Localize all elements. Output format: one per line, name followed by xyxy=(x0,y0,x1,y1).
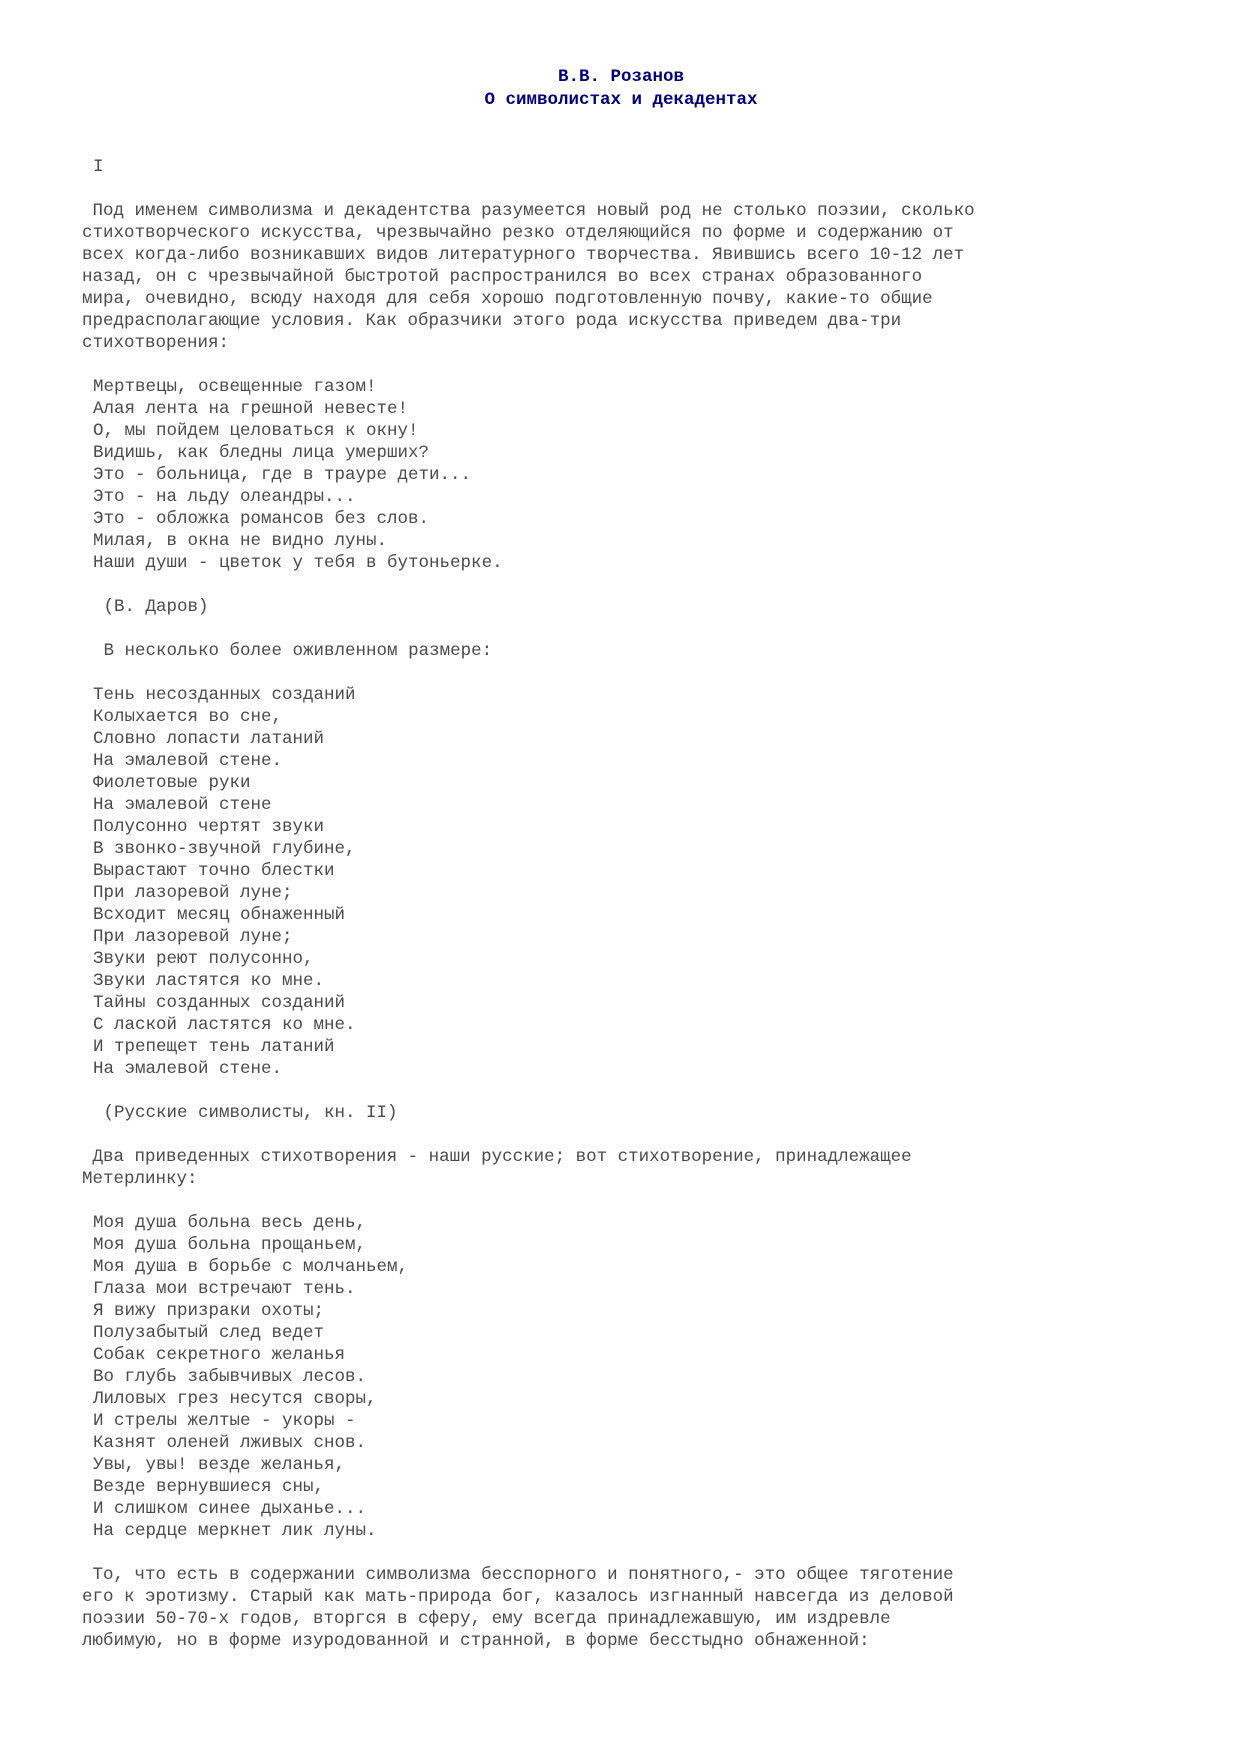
poem-line: Это - на льду олеандры... xyxy=(93,487,356,507)
poem-line: О, мы пойдем целоваться к окну! xyxy=(93,421,419,441)
poem-line: При лазоревой луне; xyxy=(93,927,293,947)
poem-line: Казнят оленей лживых снов. xyxy=(93,1433,367,1453)
poem-darov xyxy=(93,376,1213,574)
author-name: В.В. Розанов xyxy=(557,67,685,87)
poem-line: В звонко-звучной глубине, xyxy=(93,839,356,859)
poem-line: Алая лента на грешной невесте! xyxy=(93,399,409,419)
poem-line: Мертвецы, освещенные газом! xyxy=(93,377,377,397)
transition-paragraph-2: Два приведенных стихотворения - наши русские; вот стихотворение, принадлежащее Метерлинку: xyxy=(82,1147,912,1189)
conclusion-paragraph: То, что есть в содержании символизма бесспорного и понятного,- это общее тяготение его к эротизму. Старый как мать-природа бог, казалось изгнанный навсегда из деловой поэзии 50-70-х годов, вторгся в сферу, ему всегда принадлежавшую, им издревле любимую, но в форме изуродованной и странной, в форме бесстыдно обнаженной: xyxy=(82,1565,954,1651)
poem-line: Это - больница, где в трауре дети... xyxy=(93,465,472,485)
poem-line: Тень несозданных созданий xyxy=(93,685,356,705)
poem-line: Моя душа больна весь день, xyxy=(93,1213,367,1233)
attribution-symbolists: (Русские символисты, кн. II) xyxy=(93,1103,398,1123)
poem-line: Моя душа в борьбе с молчаньем, xyxy=(93,1257,409,1277)
poem-line: Собак секретного желанья xyxy=(93,1345,346,1365)
poem-line: И слишком синее дыханье... xyxy=(93,1499,367,1519)
attribution-darov: (В. Даров) xyxy=(93,597,209,617)
poem-line: Полусонно чертят звуки xyxy=(93,817,325,837)
poem-line: И стрелы желтые - укоры - xyxy=(93,1411,356,1431)
poem-line: Милая, в окна не видно луны. xyxy=(93,531,388,551)
poem-line: Вырастают точно блестки xyxy=(93,861,335,881)
document-title: О символистах и декадентах xyxy=(484,90,758,110)
poem-line: Лиловых грез несутся своры, xyxy=(93,1389,377,1409)
poem-line: С лаской ластятся ко мне. xyxy=(93,1015,356,1035)
poem-line: Словно лопасти латаний xyxy=(93,729,325,749)
poem-maeterlinck xyxy=(93,1212,1213,1542)
poem-line: Полузабытый след ведет xyxy=(93,1323,325,1343)
poem-line: Во глубь забывчивых лесов. xyxy=(93,1367,367,1387)
section-number: I xyxy=(93,157,104,177)
poem-line: Наши души - цветок у тебя в бутоньерке. xyxy=(93,553,503,573)
poem-line: Всходит месяц обнаженный xyxy=(93,905,346,925)
poem-line: На эмалевой стене. xyxy=(93,751,283,771)
poem-line: На эмалевой стене xyxy=(93,795,272,815)
transition-paragraph-1: В несколько более оживленном размере: xyxy=(93,641,493,661)
poem-line: При лазоревой луне; xyxy=(93,883,293,903)
poem-line: Глаза мои встречают тень. xyxy=(93,1279,356,1299)
poem-line: Я вижу призраки охоты; xyxy=(93,1301,325,1321)
poem-line: На сердце меркнет лик луны. xyxy=(93,1521,377,1541)
poem-line: И трепещет тень латаний xyxy=(93,1037,335,1057)
poem-line: Звуки реют полусонно, xyxy=(93,949,314,969)
poem-line: Везде вернувшиеся сны, xyxy=(93,1477,325,1497)
poem-line: Фиолетовые руки xyxy=(93,773,251,793)
intro-paragraph: Под именем символизма и декадентства разумеется новый род не столько поэзии, сколько стихотворческого искусства, чрезвычайно резко отделяющийся по форме и содержанию от всех когда-либо возникавших видов литературного творчества. Явившись всего 10-12 лет назад, он с чрезвычайной быстротой распространился во всех странах образованного мира, очевидно, всюду находя для себя хорошо подготовленную почву, какие-то общие предрасполагающие условия. Как образчики этого рода искусства приведем два-три стихотворения: xyxy=(82,201,975,353)
poem-line: Это - обложка романсов без слов. xyxy=(93,509,430,529)
poem-symbolists xyxy=(93,684,1213,1080)
poem-line: Колыхается во сне, xyxy=(93,707,283,727)
poem-line: Тайны созданных созданий xyxy=(93,993,346,1013)
poem-line: Звуки ластятся ко мне. xyxy=(93,971,325,991)
poem-line: Моя душа больна прощаньем, xyxy=(93,1235,367,1255)
poem-line: Увы, увы! везде желанья, xyxy=(93,1455,346,1475)
poem-line: Видишь, как бледны лица умерших? xyxy=(93,443,430,463)
document-body xyxy=(82,156,1213,1674)
poem-line: На эмалевой стене. xyxy=(93,1059,283,1079)
